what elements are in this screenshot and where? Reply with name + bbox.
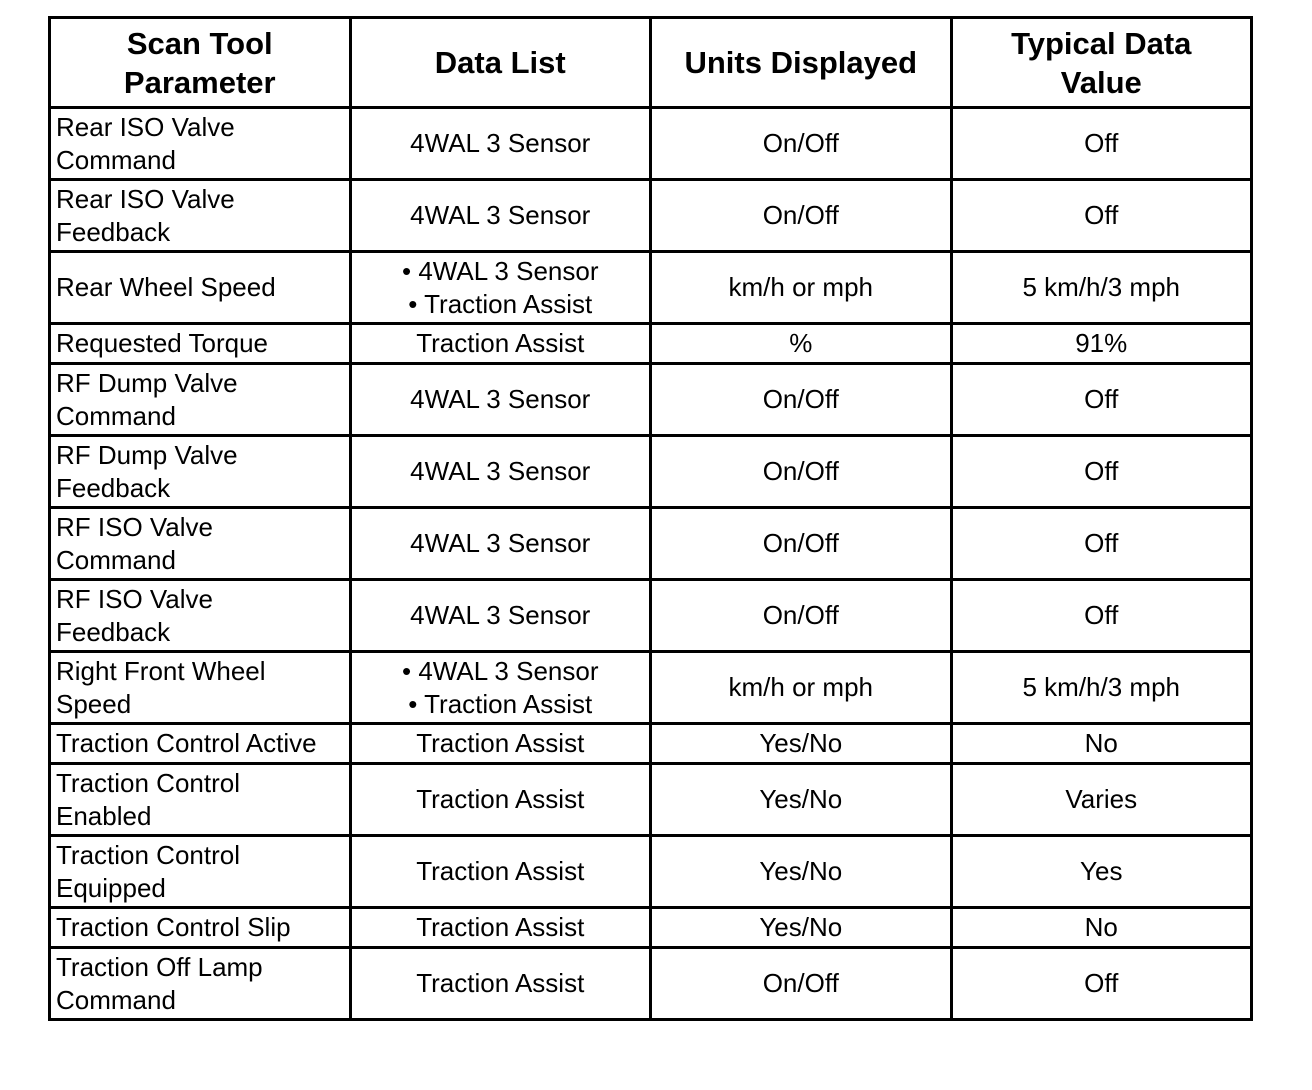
data-list-text: 4WAL 3 Sensor: [410, 200, 591, 230]
parameter-text: Traction Control Slip: [56, 912, 291, 942]
typical-value-cell: No: [951, 724, 1252, 764]
data-list-cell: [350, 948, 651, 1020]
parameter-cell: [50, 324, 351, 364]
parameter-cell: [50, 724, 351, 764]
data-list-text: • 4WAL 3 Sensor: [402, 655, 599, 686]
typical-value-cell: 5 km/h/3 mph: [951, 652, 1252, 724]
units-cell: On/Off: [651, 436, 952, 508]
units-cell: On/Off: [651, 364, 952, 436]
parameter-cell: [50, 948, 351, 1020]
units-cell: On/Off: [651, 108, 952, 180]
parameter-text: Traction Control Active: [56, 728, 317, 758]
header-row: [50, 18, 1252, 108]
header-units: Units Displayed: [651, 18, 952, 108]
data-list-text: Traction Assist: [416, 784, 585, 814]
parameter-text: Rear ISO Valve: [56, 183, 235, 214]
data-list-cell: [350, 764, 651, 836]
parameter-text: Feedback: [56, 472, 171, 503]
parameter-text: Speed: [56, 688, 132, 719]
table-row: [50, 724, 1252, 764]
parameter-text: Command: [56, 144, 176, 175]
data-list-cell: [350, 508, 651, 580]
table-row: [50, 836, 1252, 908]
parameter-cell: [50, 652, 351, 724]
data-list-text: 4WAL 3 Sensor: [410, 600, 591, 630]
data-list-cell: [350, 436, 651, 508]
parameter-text: Rear Wheel Speed: [56, 272, 276, 302]
data-list-text: 4WAL 3 Sensor: [410, 528, 591, 558]
parameter-text: Requested Torque: [56, 328, 269, 358]
data-list-text: • Traction Assist: [408, 288, 593, 319]
parameter-text: Traction Control: [56, 839, 240, 870]
table-row: [50, 908, 1252, 948]
units-cell: Yes/No: [651, 764, 952, 836]
parameter-text: Rear ISO Valve: [56, 111, 235, 142]
header-data-list: Data List: [350, 18, 651, 108]
typical-value-cell: Off: [951, 580, 1252, 652]
parameter-cell: [50, 836, 351, 908]
parameter-cell: [50, 252, 351, 324]
units-cell: Yes/No: [651, 724, 952, 764]
data-list-cell: [350, 908, 651, 948]
data-list-text: 4WAL 3 Sensor: [410, 128, 591, 158]
data-list-cell: [350, 580, 651, 652]
data-list-text: Traction Assist: [416, 856, 585, 886]
data-list-cell: [350, 324, 651, 364]
typical-value-cell: Off: [951, 180, 1252, 252]
parameter-cell: [50, 508, 351, 580]
units-cell: km/h or mph: [651, 652, 952, 724]
table-row: [50, 948, 1252, 1020]
units-cell: On/Off: [651, 508, 952, 580]
data-list-text: Traction Assist: [416, 328, 585, 358]
parameter-text: Command: [56, 400, 176, 431]
table-row: [50, 764, 1252, 836]
parameter-text: Feedback: [56, 616, 171, 647]
parameter-cell: [50, 580, 351, 652]
data-list-cell: [350, 652, 651, 724]
typical-value-cell: Varies: [951, 764, 1252, 836]
typical-value-cell: Off: [951, 948, 1252, 1020]
parameter-cell: [50, 364, 351, 436]
parameter-text: Command: [56, 544, 176, 575]
data-list-text: 4WAL 3 Sensor: [410, 384, 591, 414]
data-list-text: Traction Assist: [416, 968, 585, 998]
units-cell: On/Off: [651, 580, 952, 652]
units-cell: On/Off: [651, 180, 952, 252]
parameter-text: Enabled: [56, 800, 152, 831]
parameter-text: Traction Control: [56, 767, 240, 798]
data-list-text: Traction Assist: [416, 912, 585, 942]
header-typical: [951, 18, 1252, 108]
parameter-cell: [50, 908, 351, 948]
typical-value-cell: No: [951, 908, 1252, 948]
parameter-text: Right Front Wheel: [56, 655, 266, 686]
parameter-cell: [50, 180, 351, 252]
table-row: [50, 508, 1252, 580]
parameter-cell: [50, 108, 351, 180]
units-cell: On/Off: [651, 948, 952, 1020]
header-typical-line: Typical Data: [1011, 25, 1192, 61]
data-list-cell: [350, 364, 651, 436]
parameter-text: RF Dump Valve: [56, 439, 238, 470]
parameter-text: RF ISO Valve: [56, 583, 214, 614]
data-list-text: • Traction Assist: [408, 688, 593, 719]
typical-value-cell: 5 km/h/3 mph: [951, 252, 1252, 324]
parameter-cell: [50, 764, 351, 836]
table-row: [50, 324, 1252, 364]
data-list-cell: [350, 180, 651, 252]
header-parameter-line: Parameter: [123, 64, 276, 100]
table-row: [50, 180, 1252, 252]
units-cell: %: [651, 324, 952, 364]
parameter-text: Equipped: [56, 872, 166, 903]
data-list-text: 4WAL 3 Sensor: [410, 456, 591, 486]
table-row: [50, 580, 1252, 652]
header-parameter-line: Scan Tool: [126, 25, 273, 61]
typical-value-cell: Off: [951, 108, 1252, 180]
typical-value-cell: Off: [951, 364, 1252, 436]
typical-value-cell: Off: [951, 436, 1252, 508]
header-typical-line: Value: [1060, 64, 1142, 100]
data-list-text: Traction Assist: [416, 728, 585, 758]
typical-value-cell: Yes: [951, 836, 1252, 908]
parameter-text: Command: [56, 984, 176, 1015]
data-list-cell: [350, 724, 651, 764]
parameter-text: Feedback: [56, 216, 171, 247]
data-list-cell: [350, 108, 651, 180]
data-list-cell: [350, 836, 651, 908]
header-parameter: [50, 18, 351, 108]
parameter-text: RF Dump Valve: [56, 367, 238, 398]
table-row: [50, 252, 1252, 324]
parameter-cell: [50, 436, 351, 508]
data-list-text: • 4WAL 3 Sensor: [402, 255, 599, 286]
units-cell: Yes/No: [651, 908, 952, 948]
table-row: [50, 652, 1252, 724]
table-body: [50, 108, 1252, 1020]
table-row: [50, 364, 1252, 436]
table-row: [50, 108, 1252, 180]
data-list-cell: [350, 252, 651, 324]
typical-value-cell: 91%: [951, 324, 1252, 364]
table-row: [50, 436, 1252, 508]
units-cell: Yes/No: [651, 836, 952, 908]
scan-tool-data-table: [48, 16, 1253, 1021]
units-cell: km/h or mph: [651, 252, 952, 324]
parameter-text: Traction Off Lamp: [56, 951, 263, 982]
parameter-text: RF ISO Valve: [56, 511, 214, 542]
typical-value-cell: Off: [951, 508, 1252, 580]
